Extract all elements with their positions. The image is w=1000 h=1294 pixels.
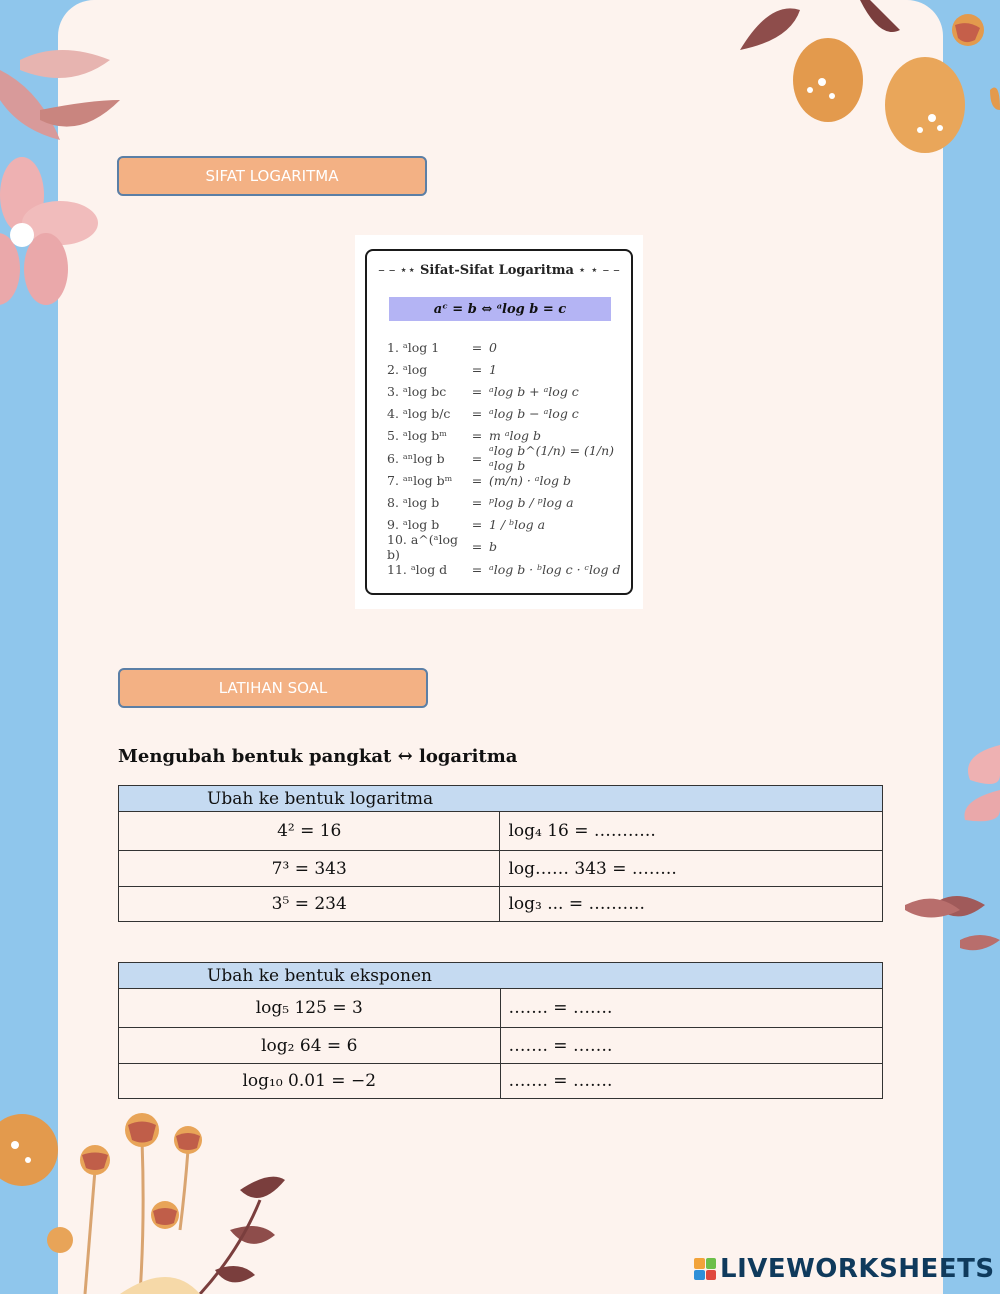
rule-lhs: 1. ᵃlog 1 <box>387 339 440 355</box>
table-header: Ubah ke bentuk eksponen <box>119 963 883 989</box>
table-row <box>119 851 883 887</box>
logarithm-expression: log₂ 64 = 6 <box>119 1028 501 1064</box>
rule-equals: = <box>471 339 483 355</box>
rule-equals: = <box>471 406 483 422</box>
card-title-text: Sifat-Sifat Logaritma <box>419 263 574 278</box>
rule-row <box>387 359 627 379</box>
card-title <box>367 263 631 278</box>
answer-field[interactable]: ……. = ……. <box>500 1064 883 1099</box>
rule-row <box>387 531 627 562</box>
exponent-expression: 4² = 16 <box>119 812 500 851</box>
rule-row <box>387 492 627 512</box>
card-frame <box>365 249 633 595</box>
card-title-suffix: ⋆ ⋆ – – <box>578 263 620 278</box>
rule-row <box>387 404 627 424</box>
card-title-prefix: – – ⋆⋆ <box>378 263 416 278</box>
rule-rhs: 1 <box>489 361 497 377</box>
logarithm-expression: log₅ 125 = 3 <box>119 989 501 1028</box>
rule-equals: = <box>471 561 483 577</box>
answer-field[interactable]: ……. = ……. <box>500 989 883 1028</box>
liveworksheets-logo[interactable] <box>694 1254 995 1284</box>
table-row <box>119 989 883 1028</box>
rule-equals: = <box>471 450 483 466</box>
answer-field[interactable]: log…… 343 = …….. <box>500 851 883 887</box>
rule-rhs: ᵃlog b + ᵃlog c <box>489 383 579 399</box>
rule-lhs: 8. ᵃlog b <box>387 494 440 510</box>
table-row <box>119 887 883 922</box>
table-to-logarithm <box>118 785 883 922</box>
rule-lhs: 10. a^(ᵃlog b) <box>387 531 459 562</box>
rule-rhs: 0 <box>489 339 497 355</box>
rule-rhs: 1 / ᵇlog a <box>489 517 546 533</box>
rule-equals: = <box>471 517 483 533</box>
section-label-sifat-logaritma: SIFAT LOGARITMA <box>117 156 427 196</box>
rule-rhs: ᵖlog b / ᵖlog a <box>489 494 574 510</box>
rule-rhs: (m/n) · ᵃlog b <box>489 472 571 488</box>
rule-row <box>387 559 627 579</box>
table-header-row <box>119 963 883 989</box>
rule-lhs: 2. ᵃlog <box>387 361 428 377</box>
rule-equals: = <box>471 494 483 510</box>
rule-rhs: ᵃlog b^(1/n) = (1/n) ᵃlog b <box>489 443 615 473</box>
rule-row <box>387 443 627 473</box>
answer-field[interactable]: log₄ 16 = ……….. <box>500 812 883 851</box>
exponent-expression: 3⁵ = 234 <box>119 887 500 922</box>
logarithm-expression: log₁₀ 0.01 = −2 <box>119 1064 501 1099</box>
answer-field[interactable]: ……. = ……. <box>500 1028 883 1064</box>
answer-field[interactable]: log₃ ... = ………. <box>500 887 883 922</box>
section-label-latihan-soal: LATIHAN SOAL <box>118 668 428 708</box>
rule-equals: = <box>471 383 483 399</box>
table-header: Ubah ke bentuk logaritma <box>119 786 883 812</box>
rule-lhs: 3. ᵃlog bc <box>387 383 447 399</box>
rule-lhs: 11. ᵃlog d <box>387 561 448 577</box>
rule-rhs: b <box>489 539 498 555</box>
table-row <box>119 1028 883 1064</box>
rule-row <box>387 337 627 357</box>
rule-rhs: m ᵃlog b <box>489 428 542 444</box>
exercise-heading: Mengubah bentuk pangkat ↔ logaritma <box>118 746 518 767</box>
exponent-expression: 7³ = 343 <box>119 851 500 887</box>
rule-lhs: 7. ᵃⁿlog bᵐ <box>387 472 453 488</box>
logo-icon <box>694 1258 716 1280</box>
rule-rhs: ᵃlog b − ᵃlog c <box>489 406 579 422</box>
definition-formula: aᶜ = b ⇔ ᵃlog b = c <box>389 297 611 321</box>
table-row <box>119 1064 883 1099</box>
rule-row <box>387 470 627 490</box>
logo-text: LIVEWORKSHEETS <box>720 1254 995 1284</box>
rule-equals: = <box>471 361 483 377</box>
rule-lhs: 6. ᵃⁿlog b <box>387 450 445 466</box>
table-to-exponent <box>118 962 883 1099</box>
table-row <box>119 812 883 851</box>
rule-lhs: 9. ᵃlog b <box>387 517 440 533</box>
rule-lhs: 5. ᵃlog bᵐ <box>387 428 447 444</box>
rule-equals: = <box>471 472 483 488</box>
rule-equals: = <box>471 539 483 555</box>
rule-row <box>387 381 627 401</box>
rule-rhs: ᵃlog b · ᵇlog c · ᶜlog d <box>489 561 621 577</box>
table-header-row <box>119 786 883 812</box>
rule-lhs: 4. ᵃlog b/c <box>387 406 451 422</box>
logarithm-properties-card <box>355 235 643 609</box>
rule-equals: = <box>471 428 483 444</box>
